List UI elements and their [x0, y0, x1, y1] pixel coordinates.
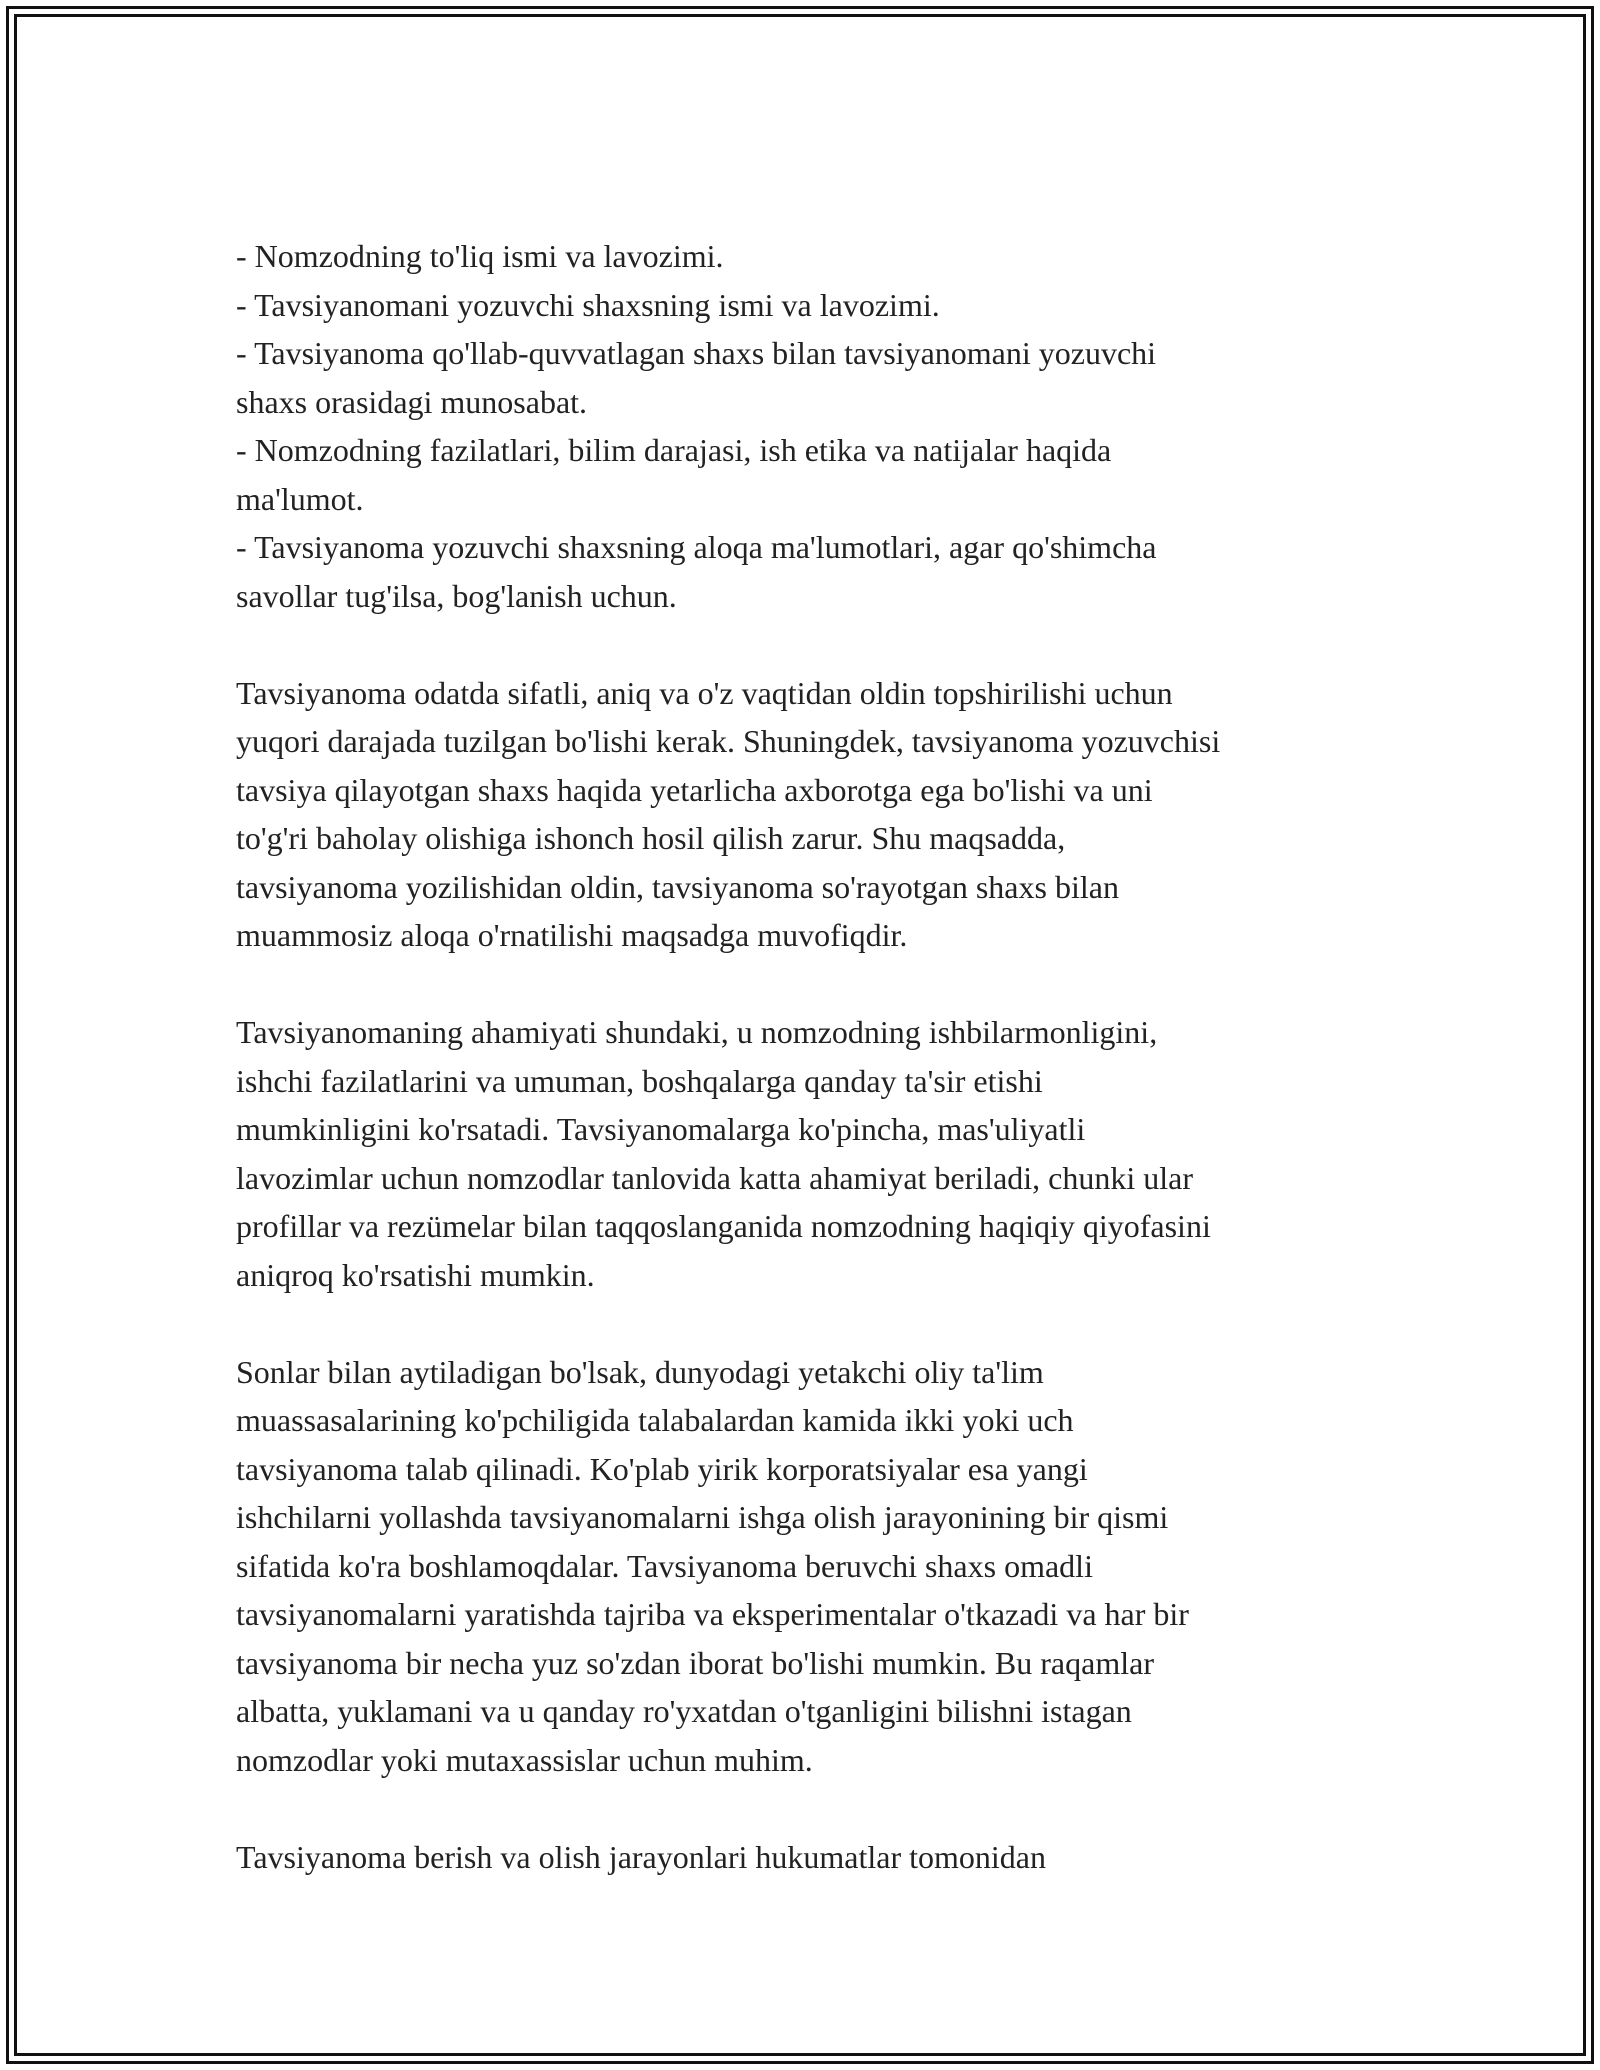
list-item-line: shaxs orasidagi munosabat. [236, 383, 588, 420]
paragraph-line: Sonlar bilan aytiladigan bo'lsak, dunyodagi yetakchi oliy ta'lim [236, 1353, 1044, 1390]
paragraph-line: tavsiyanoma bir necha yuz so'zdan iborat bo'lishi mumkin. Bu raqamlar [236, 1644, 1154, 1681]
paragraph-line: tavsiya qilayotgan shaxs haqida yetarlicha axborotga ega bo'lishi va uni [236, 771, 1153, 808]
paragraph-line: albatta, yuklamani va u qanday ro'yxatdan o'tganligini bilishni istagan [236, 1693, 1132, 1729]
paragraph-line: ishchilarni yollashda tavsiyanomalarni ishga olish jarayonining bir qismi [236, 1499, 1169, 1535]
paragraph-importance [236, 1008, 1386, 1299]
list-item-line: savollar tug'ilsa, bog'lanish uchun. [236, 577, 677, 614]
list-item-line: - Nomzodning fazilatlari, bilim darajasi, ish etika va natijalar haqida [236, 432, 1112, 468]
paragraph-line: mumkinligini ko'rsatadi. Tavsiyanomalarga ko'pincha, mas'uliyatli [236, 1111, 1086, 1147]
list-item-line: - Tavsiyanoma yozuvchi shaxsning aloqa ma'lumotlari, agar qo'shimcha [236, 529, 1157, 565]
paragraph-quality [236, 669, 1386, 960]
paragraph-line: nomzodlar yoki mutaxassislar uchun muhim. [236, 1741, 813, 1778]
paragraph-line: yuqori darajada tuzilgan bo'lishi kerak. Shuningdek, tavsiyanoma yozuvchisi [236, 723, 1221, 759]
paragraph-line: Tavsiyanomaning ahamiyati shundaki, u nomzodning ishbilarmonligini, [236, 1014, 1158, 1050]
paragraph-line: ishchi fazilatlarini va umuman, boshqalarga qanday ta'sir etishi [236, 1062, 1043, 1099]
paragraph-government [236, 1833, 1386, 1882]
paragraph-line: profillar va rezümelar bilan taqqoslanganida nomzodning haqiqiy qiyofasini [236, 1208, 1211, 1244]
paragraph-line: tavsiyanomalarni yaratishda tajriba va eksperimentalar o'tkazadi va har bir [236, 1596, 1189, 1632]
paragraph-line: lavozimlar uchun nomzodlar tanlovida katta ahamiyat beriladi, chunki ular [236, 1159, 1193, 1196]
paragraph-numbers [236, 1348, 1386, 1785]
list-item-line: - Tavsiyanomani yozuvchi shaxsning ismi va lavozimi. [236, 286, 940, 323]
list-item-line: ma'lumot. [236, 480, 364, 517]
list-item-line: - Tavsiyanoma qo'llab-quvvatlagan shaxs bilan tavsiyanomani yozuvchi [236, 335, 1157, 371]
paragraph-line: tavsiyanoma talab qilinadi. Ko'plab yirik korporatsiyalar esa yangi [236, 1450, 1088, 1487]
paragraph-line: tavsiyanoma yozilishidan oldin, tavsiyanoma so'rayotgan shaxs bilan [236, 868, 1119, 905]
document-body [236, 232, 1386, 1881]
paragraph-line: Tavsiyanoma odatda sifatli, aniq va o'z vaqtidan oldin topshirilishi uchun [236, 674, 1173, 711]
list-item-line: - Nomzodning to'liq ismi va lavozimi. [236, 238, 724, 274]
paragraph-line: to'g'ri baholay olishiga ishonch hosil qilish zarur. Shu maqsadda, [236, 820, 1066, 856]
paragraph-line: muassasalarining ko'pchiligida talabalardan kamida ikki yoki uch [236, 1402, 1074, 1438]
requirements-list [236, 232, 1386, 620]
paragraph-line: aniqroq ko'rsatishi mumkin. [236, 1256, 595, 1293]
paragraph-line: muammosiz aloqa o'rnatilishi maqsadga muvofiqdir. [236, 917, 908, 953]
paragraph-line: sifatida ko'ra boshlamoqdalar. Tavsiyanoma beruvchi shaxs omadli [236, 1547, 1093, 1584]
paragraph-line: Tavsiyanoma berish va olish jarayonlari hukumatlar tomonidan [236, 1838, 1046, 1875]
